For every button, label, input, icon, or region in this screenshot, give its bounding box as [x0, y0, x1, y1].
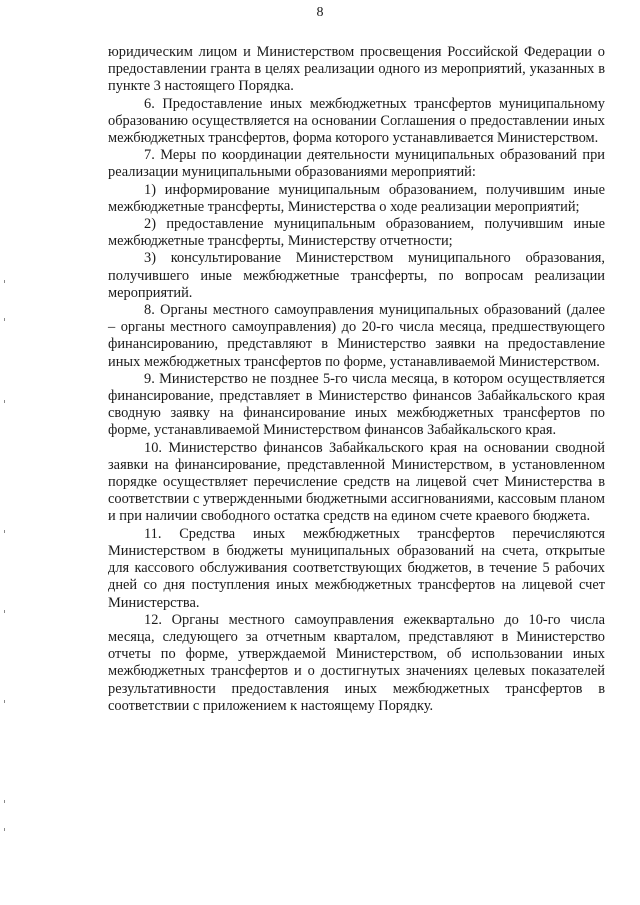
paragraph-10: 10. Министерство финансов Забайкальского края на основании сводной заявки на финансирование, представленной Министерством, в установленном порядке осуществляет перечисление средств на лицевой счет Министерства в соответствии с утвержденными бюджетными ассигнованиями, кассовым планом и при наличии свободного остатка средств на едином счете краевого бюджета.: [108, 439, 605, 525]
paragraph-8: 8. Органы местного самоуправления муниципальных образований (далее – органы местного самоуправления) до 20-го числа месяца, предшествующего финансированию, представляют в Министерство заявки на предоставление иных межбюджетных трансфертов по форме, устанавливаемой Министерством.: [108, 302, 605, 370]
paragraph-12: 12. Органы местного самоуправления ежеквартально до 10-го числа месяца, следующего за отчетным кварталом, представляют в Министерство отчеты по форме, утверждаемой Министерством, об использовании иных межбюджетных трансфертов и о достигнутых значениях целевых показателей результативности предоставления иных межбюджетных трансфертов в соответствии с приложением к настоящему Порядку.: [108, 611, 605, 714]
scan-edge-marks: [4, 280, 6, 840]
document-body: [108, 44, 605, 715]
paragraph-7: 7. Меры по координации деятельности муниципальных образований при реализации муниципальными образованиями мероприятий:: [108, 147, 605, 181]
paragraph-9: 9. Министерство не позднее 5-го числа месяца, в котором осуществляется финансирование, представляет в Министерство финансов Забайкальского края сводную заявку на финансирование иных межбюджетных трансфертов по форме, устанавливаемой Министерством финансов Забайкальского края.: [108, 370, 605, 439]
page-number: 8: [316, 5, 324, 20]
paragraph-6: 6. Предоставление иных межбюджетных трансфертов муниципальному образованию осуществляется на основании Соглашения о предоставлении иных межбюджетных трансфертов, форма которого устанавливается Министерством.: [108, 95, 605, 147]
paragraph-7-item-1: 1) информирование муниципальным образованием, получившим иные межбюджетные трансферты, Министерства о ходе реализации мероприятий;: [108, 181, 605, 215]
paragraph-7-item-3: 3) консультирование Министерством муниципального образования, получившего иные межбюджетные трансферты, по вопросам реализации мероприятий.: [108, 250, 605, 301]
paragraph-11: 11. Средства иных межбюджетных трансфертов перечисляются Министерством в бюджеты муниципальных образований на счета, открытые для кассового обслуживания соответствующих бюджетов, в течение 5 рабочих дней со дня поступления иных межбюджетных трансфертов на лицевой счет Министерства.: [108, 525, 605, 611]
paragraph-continuation: юридическим лицом и Министерством просвещения Российской Федерации о предоставлении гранта в целях реализации одного из мероприятий, указанных в пункте 3 настоящего Порядка.: [108, 44, 605, 95]
paragraph-7-item-2: 2) предоставление муниципальным образованием, получившим иные межбюджетные трансферты, Министерству отчетности;: [108, 216, 605, 250]
